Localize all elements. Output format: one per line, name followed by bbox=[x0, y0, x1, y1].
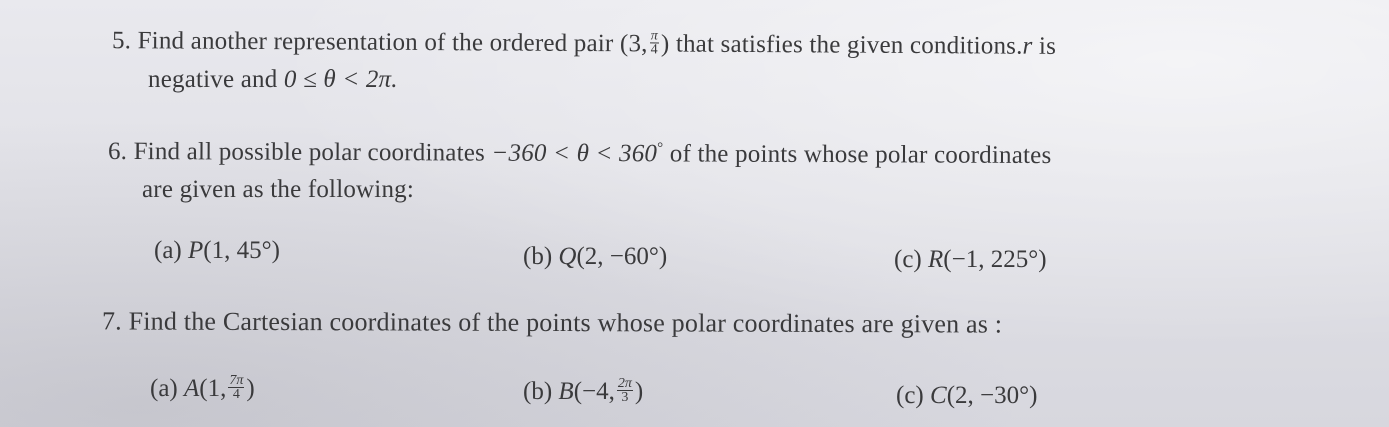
item-label: (a) bbox=[154, 237, 182, 264]
problem-6-math: −360 < θ < 360 bbox=[491, 139, 658, 168]
problem-5-line-2 bbox=[148, 66, 398, 94]
point-fraction bbox=[228, 374, 244, 401]
problem-5-number: 5. bbox=[111, 27, 132, 55]
point-name: P bbox=[188, 237, 204, 264]
problem-6-line2-text: are given as the following: bbox=[142, 176, 414, 203]
problem-6-item-b bbox=[523, 243, 667, 271]
frac-den: 4 bbox=[232, 386, 240, 402]
point-pre: (−4, bbox=[573, 378, 615, 405]
problem-7-item-b bbox=[523, 375, 644, 407]
point-post: ) bbox=[246, 375, 255, 402]
problem-7-item-a bbox=[150, 372, 255, 404]
point-coords: (−1, 225°) bbox=[943, 246, 1047, 273]
problem-5-line2-math: 0 ≤ θ < 2π. bbox=[283, 66, 398, 93]
item-label: (c) bbox=[896, 382, 924, 409]
problem-7-number: 7. bbox=[101, 306, 122, 336]
problem-5-pair-close: ) bbox=[660, 30, 670, 58]
point-fraction bbox=[617, 377, 633, 404]
item-label: (b) bbox=[523, 243, 553, 270]
item-label: (a) bbox=[150, 375, 178, 402]
point-post: ) bbox=[634, 378, 644, 405]
problem-6-number: 6. bbox=[107, 137, 128, 166]
problem-5-line2-text: negative and bbox=[148, 66, 278, 93]
problem-7-item-c bbox=[896, 382, 1037, 410]
problem-6-text-b: of the points whose polar coordinates bbox=[669, 140, 1052, 170]
problem-5-line-1 bbox=[112, 27, 1056, 62]
frac-den: 3 bbox=[621, 389, 629, 405]
point-pre: (1, bbox=[199, 375, 227, 402]
problem-5-pair-open: (3, bbox=[619, 30, 648, 58]
problem-5-fraction bbox=[650, 29, 659, 56]
problem-5-r-var: r bbox=[1022, 32, 1033, 60]
problem-6-text-a: Find all possible polar coordinates bbox=[133, 138, 486, 167]
problem-6-line-1 bbox=[108, 138, 1052, 170]
point-coords: (1, 45°) bbox=[203, 237, 280, 264]
point-name: B bbox=[558, 378, 574, 405]
point-name: C bbox=[930, 382, 947, 409]
problem-5-frac-den: 4 bbox=[650, 42, 658, 58]
problem-6-line-2 bbox=[142, 176, 414, 204]
problem-7-line-1 bbox=[102, 306, 1002, 339]
problem-6-degree: ° bbox=[657, 140, 664, 157]
problem-5-text-b: that satisfies the given conditions. bbox=[675, 30, 1023, 60]
problem-5-frac-num: π bbox=[650, 28, 658, 44]
frac-num: 7π bbox=[229, 372, 244, 388]
item-label: (c) bbox=[894, 246, 922, 273]
point-coords: (2, −30°) bbox=[946, 382, 1038, 409]
problem-6-item-a bbox=[154, 237, 280, 265]
problem-7-text: Find the Cartesian coordinates of the points whose polar coordinates are given as : bbox=[128, 306, 1003, 339]
point-name: R bbox=[928, 246, 944, 273]
point-name: A bbox=[184, 375, 200, 402]
frac-num: 2π bbox=[617, 375, 632, 391]
problem-5-text-c: is bbox=[1038, 32, 1057, 60]
problem-5-text-a: Find another representation of the ordered pair bbox=[137, 27, 614, 58]
problem-6-item-c bbox=[894, 246, 1047, 274]
item-label: (b) bbox=[523, 378, 553, 405]
point-name: Q bbox=[558, 243, 577, 270]
point-coords: (2, −60°) bbox=[576, 243, 668, 270]
